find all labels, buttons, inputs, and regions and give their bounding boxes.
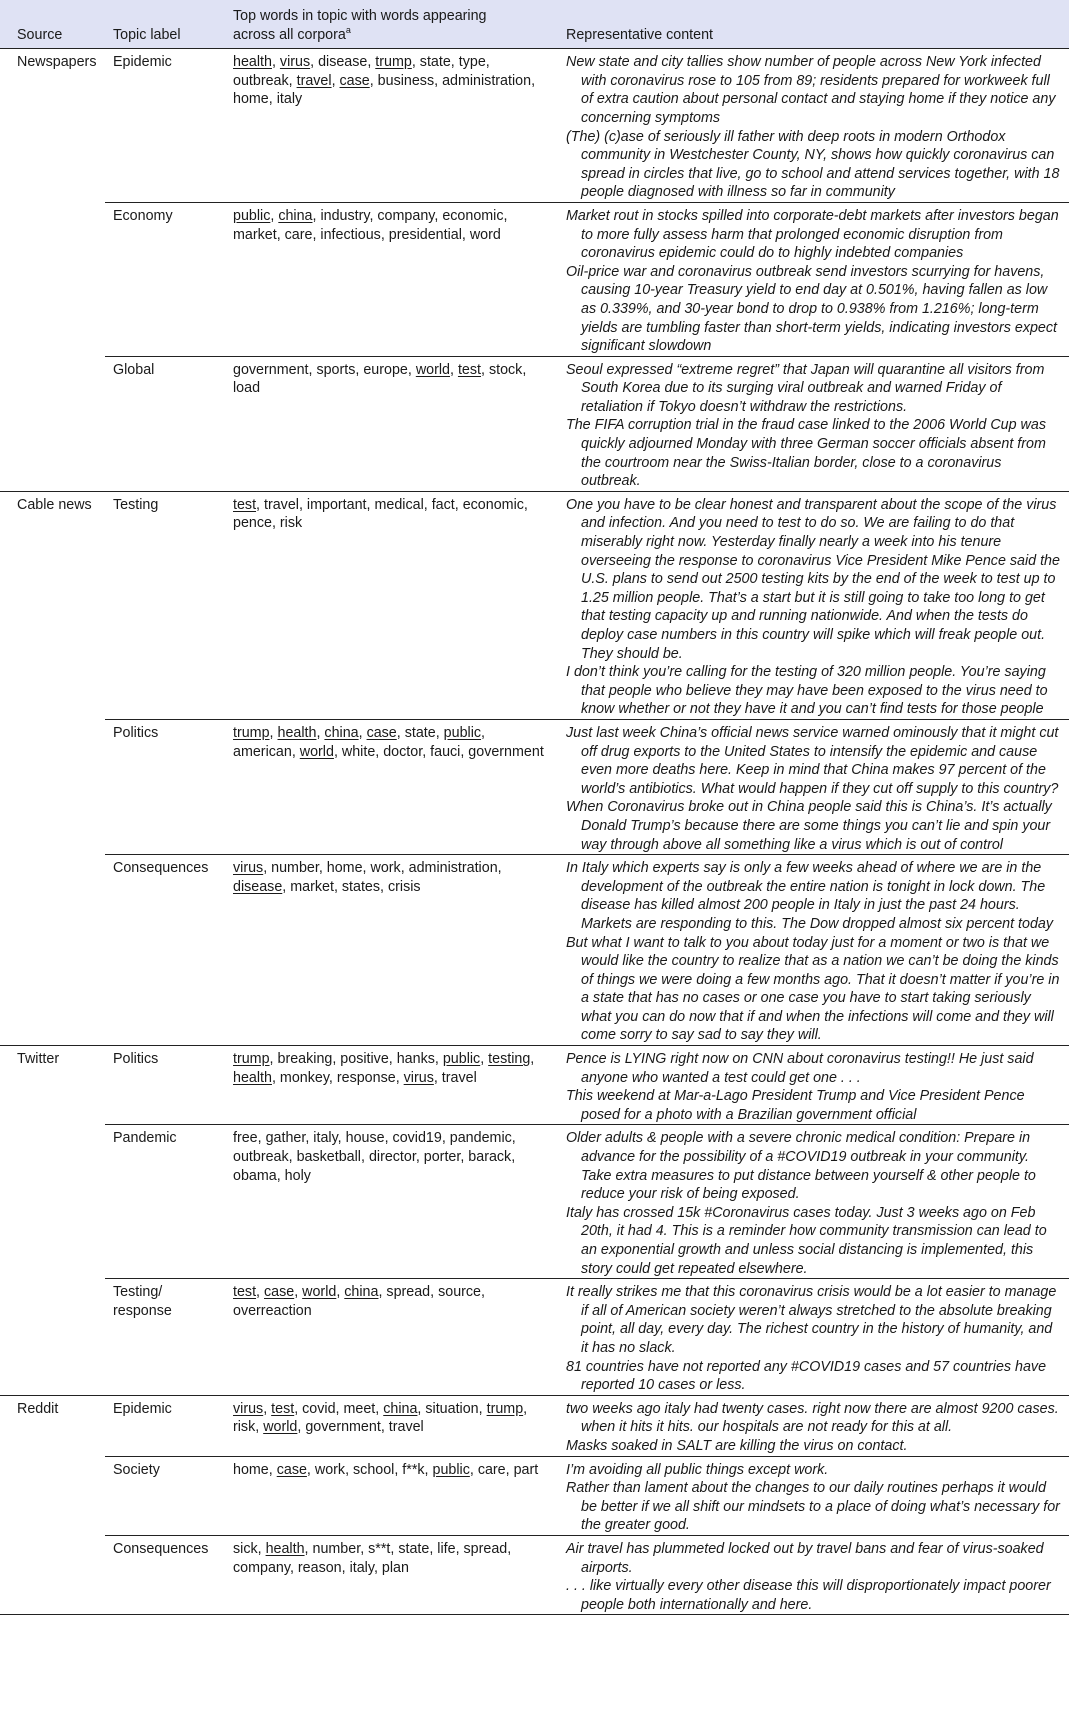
representative-content-cell xyxy=(558,1395,1069,1456)
topic-word: company xyxy=(233,1559,290,1576)
topic-word: care xyxy=(477,1461,506,1478)
shared-word: world xyxy=(302,1284,337,1301)
top-words-cell: virus, number, home, work, administration, disease, market, states, crisis xyxy=(225,855,558,1046)
topic-word: type xyxy=(458,54,486,71)
shared-word: health xyxy=(233,54,272,71)
topic-word: reason xyxy=(297,1559,342,1576)
topic-word: market xyxy=(233,226,277,243)
topic-word: crisis xyxy=(388,878,421,895)
top-words-cell: government, sports, europe, world, test, stock, load xyxy=(225,356,558,491)
source-cell xyxy=(0,1456,105,1535)
shared-word: disease xyxy=(233,878,283,895)
shared-word: travel xyxy=(296,72,332,89)
topic-word: plan xyxy=(381,1559,409,1576)
topic-word: government xyxy=(305,1419,381,1436)
topic-word: state xyxy=(419,54,451,71)
topic-word: sick xyxy=(233,1540,258,1557)
content-excerpt: When Coronavirus broke out in China people said this is China’s. It’s actually Donald Trump’s because there are some things you can’t lie and spin your way through above all something like a virus which is out of control xyxy=(566,799,1052,853)
table-row xyxy=(0,1395,1069,1456)
topic-label-cell: Pandemic xyxy=(105,1125,225,1279)
topic-word: economic xyxy=(462,496,524,513)
header-representative-content: Representative content xyxy=(558,0,1069,49)
source-cell: Newspapers xyxy=(17,54,97,71)
topic-word: italy xyxy=(349,1559,374,1576)
topic-word: holy xyxy=(284,1167,311,1184)
header-topic-label: Topic label xyxy=(105,0,225,49)
content-excerpt: Pence is LYING right now on CNN about coronavirus testing!! He just said anyone who wanted a test could get one . . . xyxy=(566,1051,1034,1086)
topic-label-cell: Politics xyxy=(105,719,225,854)
topic-word: business xyxy=(377,72,435,89)
source-cell xyxy=(0,202,105,356)
top-words-cell: trump, health, china, case, state, public, american, world, white, doctor, fauci, government xyxy=(225,719,558,854)
source-cell xyxy=(0,1125,105,1279)
shared-word: test xyxy=(457,361,481,378)
topic-word: fact xyxy=(431,496,455,513)
shared-word: trump xyxy=(233,1051,270,1068)
topic-word: government xyxy=(468,743,544,760)
topic-word: europe xyxy=(363,361,408,378)
shared-word: world xyxy=(263,1419,298,1436)
content-excerpt: Rather than lament about the changes to our daily routines perhaps it would be better if we all shift our mindsets to a place of doing what’s necessary for the greater good. xyxy=(566,1480,1060,1534)
representative-content-cell xyxy=(558,1279,1069,1396)
topic-word: states xyxy=(341,878,381,895)
topic-word: stock xyxy=(488,361,523,378)
topic-word: state xyxy=(404,724,436,741)
topic-word: situation xyxy=(425,1400,479,1417)
topic-word: number xyxy=(312,1540,361,1557)
shared-word: trump xyxy=(486,1400,524,1417)
shared-word: world xyxy=(299,743,334,760)
topic-word: porter xyxy=(423,1149,461,1166)
topic-word: covid19 xyxy=(392,1130,442,1147)
header-footnote-marker: a xyxy=(345,24,351,35)
topic-label-cell: Politics xyxy=(105,1046,225,1125)
topic-label-cell: Epidemic xyxy=(105,1395,225,1456)
content-excerpt: (The) (c)ase of seriously ill father with deep roots in modern Orthodox community in Westchester County, NY, shows how quickly coronavirus can spread in circles that live, go to school and attend services together, with 18 people diagnosed with illness so far in community xyxy=(566,128,1060,201)
topic-word: home xyxy=(233,1461,269,1478)
shared-word: public xyxy=(432,1461,470,1478)
shared-word: public xyxy=(443,724,482,741)
source-cell: Twitter xyxy=(0,1046,105,1125)
topic-word: meet xyxy=(343,1400,376,1417)
topic-word: important xyxy=(306,496,367,513)
topic-label-cell: Society xyxy=(105,1456,225,1535)
table-row xyxy=(0,49,1069,203)
topic-word: market xyxy=(290,878,334,895)
topic-word: outbreak xyxy=(233,72,289,89)
representative-content-cell xyxy=(558,49,1069,203)
content-excerpt: New state and city tallies show number of people across New York infected with coronavirus rose to 105 from 89; residents prepared for workweek full of extra caution about personal contact and staying home if they notice any concerning symptoms xyxy=(566,54,1056,126)
topic-word: pandemic xyxy=(449,1130,512,1147)
content-excerpt: Italy has crossed 15k #Coronavirus cases today. Just 3 weeks ago on Feb 20th, it had 4. This is a reminder how community transmission can lead to an exponential growth and unless social distancing is implemented, this story could get repeated elsewhere. xyxy=(566,1204,1047,1277)
topic-word: overreaction xyxy=(233,1302,312,1319)
source-cell: Reddit xyxy=(0,1395,105,1456)
topic-word: industry xyxy=(320,207,370,224)
shared-word: case xyxy=(366,724,397,741)
content-excerpt: In Italy which experts say is only a few weeks ahead of where we are in the development of the outbreak the entire nation is tonight in lock down. The disease has killed almost 200 people in Italy in just the past 24 hours. Markets are responding to this. The Dow dropped almost six percent today xyxy=(566,860,1054,932)
content-excerpt: I don’t think you’re calling for the testing of 320 million people. You’re saying that people who believe they may have been exposed to the virus need to know whether or not they have it and you can’t find tests for those people xyxy=(566,664,1048,718)
representative-content-cell xyxy=(558,719,1069,854)
representative-content-cell xyxy=(558,855,1069,1046)
topic-word: gather xyxy=(265,1130,306,1147)
source-cell xyxy=(0,356,105,491)
topic-word: infectious xyxy=(320,226,381,243)
representative-content-cell xyxy=(558,356,1069,491)
shared-word: test xyxy=(233,1284,257,1301)
table-row xyxy=(0,1535,1069,1614)
topic-word: house xyxy=(345,1130,385,1147)
topic-word: load xyxy=(233,380,261,397)
shared-word: china xyxy=(324,724,359,741)
topic-label-cell: Epidemic xyxy=(113,54,172,71)
topic-word: hanks xyxy=(396,1051,435,1068)
topic-word: source xyxy=(438,1284,482,1301)
shared-word: virus xyxy=(403,1069,434,1086)
shared-word: public xyxy=(233,207,271,224)
shared-word: case xyxy=(339,72,370,89)
topic-word: work xyxy=(314,1461,346,1478)
topic-word: s**t xyxy=(368,1540,391,1557)
table-row xyxy=(0,719,1069,854)
topic-word: italy xyxy=(313,1130,338,1147)
header-top-words-line1: Top words in topic with words appearing xyxy=(233,8,487,24)
shared-word: health xyxy=(265,1540,305,1557)
top-words-cell: test, travel, important, medical, fact, economic, pence, risk xyxy=(225,491,558,719)
table-row xyxy=(0,202,1069,356)
topic-label-cell: Testing/ response xyxy=(105,1279,225,1396)
content-excerpt: I’m avoiding all public things except work. xyxy=(566,1461,829,1478)
topic-word: state xyxy=(398,1540,430,1557)
shared-word: china xyxy=(344,1284,379,1301)
topic-label-cell: Global xyxy=(105,356,225,491)
shared-word: health xyxy=(233,1069,272,1086)
topic-word: breaking xyxy=(277,1051,333,1068)
content-excerpt: Seoul expressed “extreme regret” that Japan will quarantine all visitors from South Korea due to its surging viral outbreak and warned Friday of retaliation if Tokyo doesn’t withdraw the restrictions. xyxy=(566,361,1045,415)
topic-word: care xyxy=(284,226,313,243)
topic-word: risk xyxy=(279,515,303,532)
topic-word: medical xyxy=(374,496,424,513)
content-excerpt: One you have to be clear honest and transparent about the scope of the virus and infection. And you need to test to do so. We are failing to do that miserably right now. Yesterday finally nearly a week into his tenure overseeing the response to coronavirus Vice President Mike Pence said the U.S. plans to send out 2500 testing kits by the end of the week to test up to 1.25 million people. That’s a start but it is still going to take too long to get that testing capacity up and running nationwide. And when the tests do deploy case numbers in this country will spike which will freak people out. They should be. xyxy=(566,496,1060,662)
representative-content-cell xyxy=(558,1125,1069,1279)
content-excerpt: . . . like virtually every other disease this will disproportionately impact poorer people both internationally and here. xyxy=(566,1578,1051,1613)
topic-word: doctor xyxy=(383,743,423,760)
content-excerpt: But what I want to talk to you about today just for a moment or two is that we would like the country to realize that as a nation we can’t be doing the kinds of things we were doing a few months ago. That it doesn’t matter if you’re in a state that has no cases or one case you have to start taking seriously what you can do now that if and when the infections will come and they will come sorry to say sad to say they will. xyxy=(566,934,1060,1044)
shared-word: test xyxy=(271,1400,295,1417)
content-excerpt: Oil-price war and coronavirus outbreak send investors scurrying for havens, causing 10-year Treasury yield to end day at 0.501%, having fallen as low as 0.339%, and 30-year bond to drop to 0.938% from 1.216%; long-term yields are tumbling faster than short-term yields, indicating investors expect significant slowdown xyxy=(566,263,1057,355)
representative-content-cell xyxy=(558,1456,1069,1535)
content-excerpt: Air travel has plummeted locked out by travel bans and fear of virus-soaked airports. xyxy=(566,1540,1044,1576)
topic-word: barack xyxy=(468,1149,512,1166)
topic-word: free xyxy=(233,1130,258,1147)
topic-word: fauci xyxy=(430,743,461,760)
topic-label-cell: Consequences xyxy=(105,855,225,1046)
topic-word: presidential xyxy=(388,226,462,243)
top-words-cell: test, case, world, china, spread, source, overreaction xyxy=(225,1279,558,1396)
topic-word: basketball xyxy=(296,1149,361,1166)
topic-word: home xyxy=(326,860,363,877)
top-words-cell: trump, breaking, positive, hanks, public, testing, health, monkey, response, virus, travel xyxy=(225,1046,558,1125)
topic-word: italy xyxy=(276,91,303,108)
source-cell xyxy=(0,855,105,1046)
topic-word: work xyxy=(370,860,401,877)
topic-word: travel xyxy=(264,496,299,513)
table-row xyxy=(0,1046,1069,1125)
shared-word: china xyxy=(278,207,313,224)
topic-word: positive xyxy=(340,1051,389,1068)
topic-word: government xyxy=(233,361,309,378)
shared-word: virus xyxy=(233,860,264,877)
table-row xyxy=(0,1456,1069,1535)
topic-word: part xyxy=(513,1461,539,1478)
representative-content-cell xyxy=(558,491,1069,719)
table-row xyxy=(0,1125,1069,1279)
content-excerpt: The FIFA corruption trial in the fraud case linked to the 2006 World Cup was quickly adjourned Monday with three German soccer officials absent from the courtroom near the Swiss-Italian border, close to a coronavirus outbreak. xyxy=(566,417,1046,490)
table-row xyxy=(0,1279,1069,1396)
content-excerpt: Masks soaked in SALT are killing the virus on contact. xyxy=(566,1437,908,1454)
topic-word: disease xyxy=(318,54,368,71)
shared-word: public xyxy=(442,1051,481,1068)
topic-word: risk xyxy=(233,1419,256,1436)
content-excerpt: two weeks ago italy had twenty cases. right now there are almost 9200 cases. when it hits it hits. our hospitals are not ready for this at all. xyxy=(566,1400,1059,1436)
topic-word: monkey xyxy=(279,1069,329,1086)
topic-word: home xyxy=(233,91,269,108)
topic-word: life xyxy=(437,1540,456,1557)
topic-word: pence xyxy=(233,515,272,532)
top-words-cell: sick, health, number, s**t, state, life, spread, company, reason, italy, plan xyxy=(225,1535,558,1614)
topic-word: spread xyxy=(386,1284,431,1301)
shared-word: virus xyxy=(279,54,311,71)
topic-word: administration xyxy=(408,860,498,877)
table-row xyxy=(0,855,1069,1046)
shared-word: test xyxy=(233,496,257,513)
topic-word: travel xyxy=(441,1069,477,1086)
topic-label-cell: Economy xyxy=(105,202,225,356)
header-source: Source xyxy=(0,0,105,49)
header-top-words xyxy=(225,0,558,49)
shared-word: trump xyxy=(233,724,270,741)
topic-word: outbreak xyxy=(233,1149,289,1166)
topic-word: f**k xyxy=(402,1461,425,1478)
table-row xyxy=(0,491,1069,719)
topic-word: american xyxy=(233,743,292,760)
top-words-cell: public, china, industry, company, economic, market, care, infectious, presidential, word xyxy=(225,202,558,356)
topic-word: sports xyxy=(316,361,356,378)
content-excerpt: This weekend at Mar-a-Lago President Trump and Vice President Pence posed for a photo with a Brazilian government official xyxy=(566,1088,1025,1123)
shared-word: testing xyxy=(488,1051,531,1068)
top-words-cell: home, case, work, school, f**k, public, care, part xyxy=(225,1456,558,1535)
shared-word: health xyxy=(277,724,317,741)
source-cell xyxy=(0,1535,105,1614)
topic-label-cell: Consequences xyxy=(105,1535,225,1614)
source-cell: Cable news xyxy=(0,491,105,719)
representative-content-cell xyxy=(558,202,1069,356)
topic-word: director xyxy=(368,1149,416,1166)
shared-word: china xyxy=(383,1400,418,1417)
topic-word: economic xyxy=(442,207,504,224)
representative-content-cell xyxy=(558,1046,1069,1125)
topic-word: number xyxy=(271,860,319,877)
shared-word: trump xyxy=(375,54,412,71)
shared-word: case xyxy=(276,1461,307,1478)
source-cell xyxy=(0,719,105,854)
topic-word: covid xyxy=(302,1400,336,1417)
top-words-cell: health, virus, disease, trump, state, type, outbreak, travel, case, business, administration, home, italy xyxy=(233,54,536,108)
topic-word: travel xyxy=(388,1419,424,1436)
topic-word: response xyxy=(336,1069,396,1086)
source-cell xyxy=(0,1279,105,1396)
table-row xyxy=(0,356,1069,491)
topic-word: company xyxy=(377,207,435,224)
content-excerpt: Market rout in stocks spilled into corporate-debt markets after investors began to more fully assess harm that prolonged economic disruption from coronavirus epidemic could do to highly indebted companies xyxy=(566,207,1059,262)
shared-word: virus xyxy=(233,1400,264,1417)
top-words-cell: free, gather, italy, house, covid19, pandemic, outbreak, basketball, director, porter, barack, obama, holy xyxy=(225,1125,558,1279)
topic-word: word xyxy=(469,226,501,243)
topic-label-cell: Testing xyxy=(105,491,225,719)
topic-word: obama xyxy=(233,1167,277,1184)
shared-word: case xyxy=(264,1284,295,1301)
table-header-row xyxy=(0,0,1069,49)
content-excerpt: 81 countries have not reported any #COVID19 cases and 57 countries have reported 10 cases or less. xyxy=(566,1358,1047,1394)
content-excerpt: Older adults & people with a severe chronic medical condition: Prepare in advance for the possibility of a #COVID19 outbreak in your community. Take extra measures to put distance between yourself & other people to reduce your risk of being exposed. xyxy=(566,1130,1036,1203)
content-excerpt: Just last week China’s official news service warned ominously that it might cut off drug exports to the United States to intensify the epidemic and cause even more deaths here. Keep in mind that China makes 97 percent of the world’s antibiotics. What would happen if they cut off supply to this country? xyxy=(566,724,1059,797)
content-excerpt: It really strikes me that this coronavirus crisis would be a lot easier to manage if all of American society weren’t always stretched to the absolute breaking point, all day, every day. The richest country in the history of humanity, and it has no slack. xyxy=(566,1284,1057,1356)
topic-word: school xyxy=(353,1461,395,1478)
representative-content-cell xyxy=(558,1535,1069,1614)
shared-word: world xyxy=(415,361,450,378)
topic-word: white xyxy=(341,743,376,760)
topic-word: administration xyxy=(442,72,532,89)
topic-word: spread xyxy=(463,1540,508,1557)
top-words-cell: virus, test, covid, meet, china, situation, trump, risk, world, government, travel xyxy=(225,1395,558,1456)
header-top-words-line2: across all corpora xyxy=(233,26,346,43)
